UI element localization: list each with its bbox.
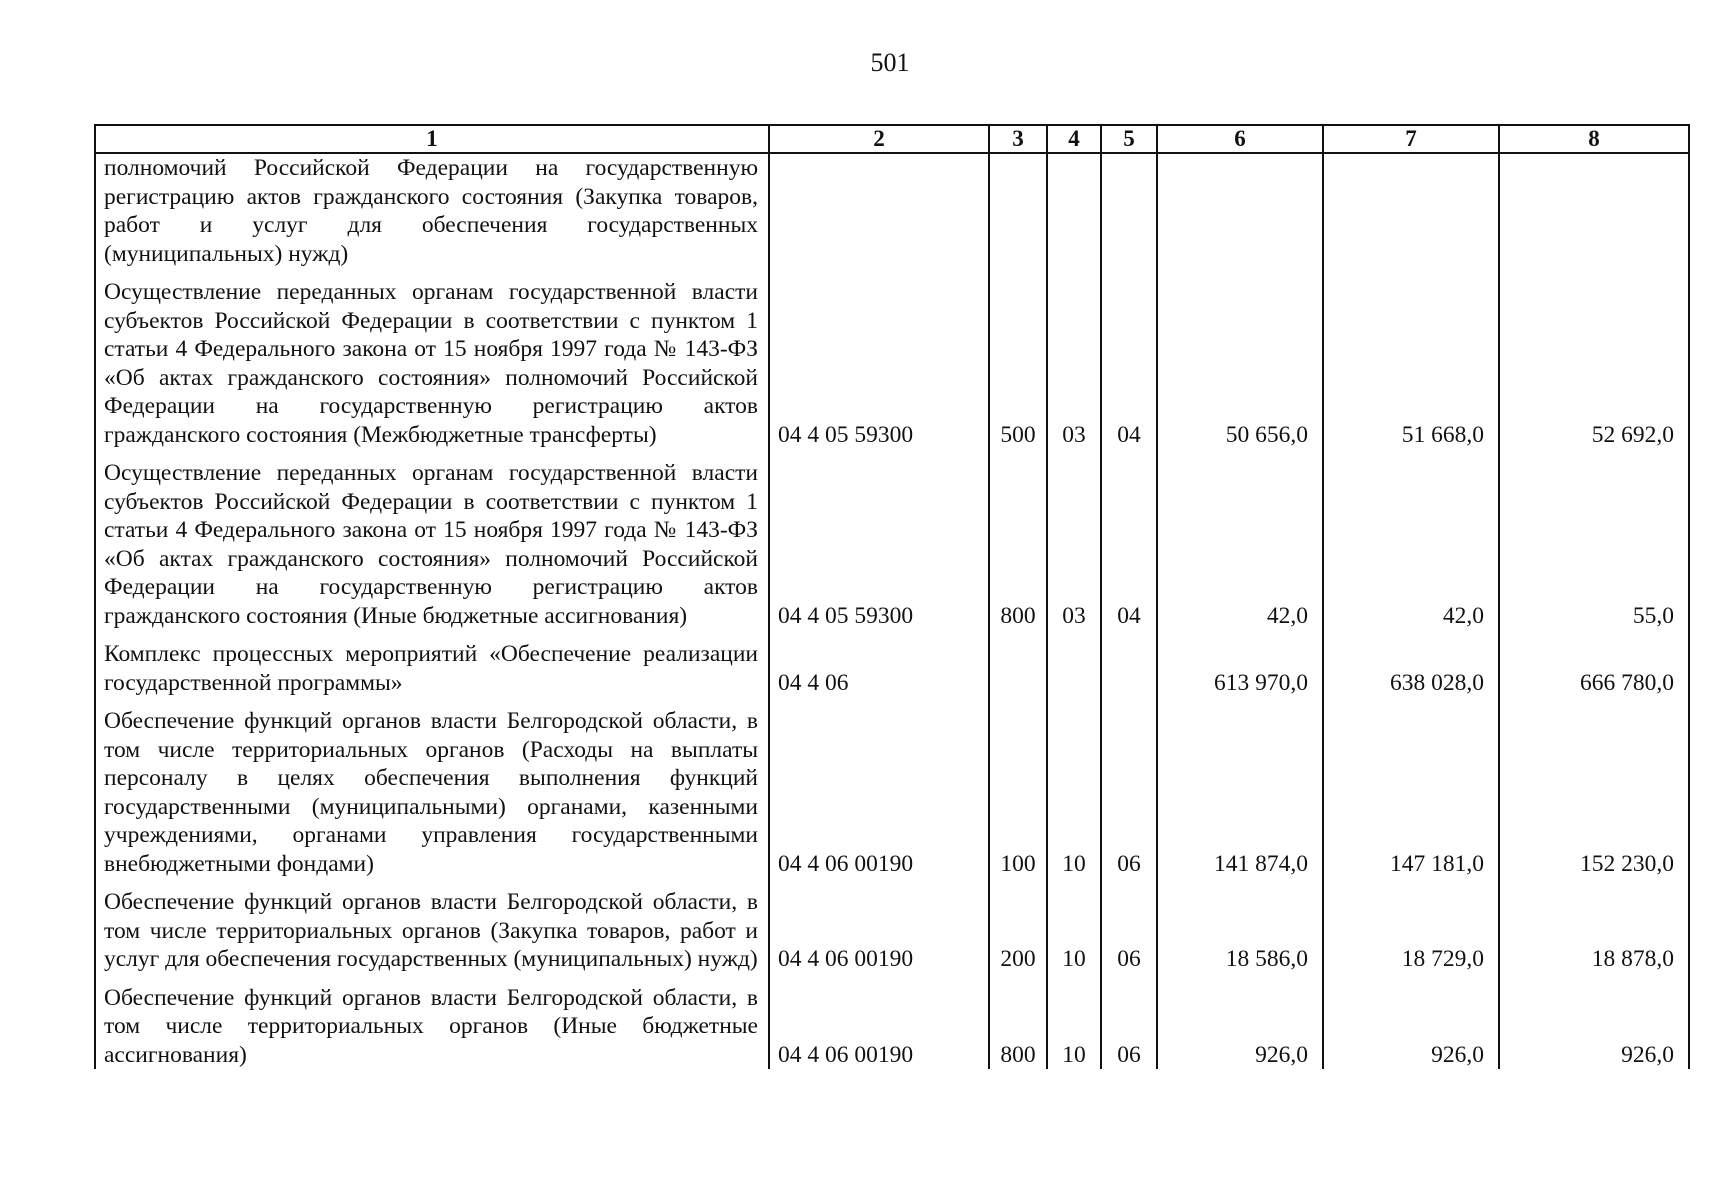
column-header-6: 6: [1157, 125, 1323, 153]
row-year2-amount: 51 668,0: [1323, 268, 1499, 449]
row-vr: 800: [989, 974, 1047, 1070]
row-code: 04 4 06 00190: [769, 974, 989, 1070]
row-year3-amount: 18 878,0: [1499, 878, 1689, 974]
row-year2-amount: 42,0: [1323, 449, 1499, 630]
row-rz: 10: [1047, 974, 1101, 1070]
row-year3-amount: 52 692,0: [1499, 268, 1689, 449]
page-number: 501: [870, 48, 910, 77]
row-description: полномочий Российской Федерации на государственную регистрацию актов гражданского состояния (Закупка товаров, работ и услуг для обеспечения государственных (муниципальных) нужд): [95, 153, 769, 268]
table-row: [95, 878, 1689, 974]
row-year1-amount: 42,0: [1157, 449, 1323, 630]
row-description: Обеспечение функций органов власти Белгородской области, в том числе территориальных органов (Иные бюджетные ассигнования): [95, 974, 769, 1070]
row-code: 04 4 06 00190: [769, 697, 989, 878]
row-code: 04 4 06 00190: [769, 878, 989, 974]
row-description: Обеспечение функций органов власти Белгородской области, в том числе территориальных органов (Закупка товаров, работ и услуг для обеспечения государственных (муниципальных) нужд): [95, 878, 769, 974]
row-pr: 06: [1101, 974, 1157, 1070]
row-year3-amount: 55,0: [1499, 449, 1689, 630]
row-year2-amount: 926,0: [1323, 974, 1499, 1070]
column-header-5: 5: [1101, 125, 1157, 153]
table-row: [95, 974, 1689, 1070]
table-row: [95, 268, 1689, 449]
row-rz: 10: [1047, 697, 1101, 878]
row-year1-amount: 18 586,0: [1157, 878, 1323, 974]
row-rz: [1047, 630, 1101, 697]
column-header-8: 8: [1499, 125, 1689, 153]
row-year2-amount: 18 729,0: [1323, 878, 1499, 974]
row-year1-amount: 141 874,0: [1157, 697, 1323, 878]
row-description: Комплекс процессных мероприятий «Обеспечение реализации государственной программы»: [95, 630, 769, 697]
row-year3-amount: [1499, 153, 1689, 268]
row-vr: 500: [989, 268, 1047, 449]
row-rz: [1047, 153, 1101, 268]
row-year2-amount: 147 181,0: [1323, 697, 1499, 878]
row-year1-amount: 613 970,0: [1157, 630, 1323, 697]
row-year3-amount: 152 230,0: [1499, 697, 1689, 878]
row-code: 04 4 06: [769, 630, 989, 697]
row-vr: 800: [989, 449, 1047, 630]
row-pr: 04: [1101, 449, 1157, 630]
table-row: [95, 153, 1689, 268]
table-row: [95, 697, 1689, 878]
column-header-2: 2: [769, 125, 989, 153]
column-header-4: 4: [1047, 125, 1101, 153]
row-pr: 06: [1101, 878, 1157, 974]
row-vr: [989, 630, 1047, 697]
row-vr: [989, 153, 1047, 268]
row-rz: 03: [1047, 268, 1101, 449]
row-description: Обеспечение функций органов власти Белгородской области, в том числе территориальных органов (Расходы на выплаты персоналу в целях обеспечения выполнения функций государственными (муниципальными) органами, казенными учреждениями, органами управления государственными внебюджетными фондами): [95, 697, 769, 878]
budget-table: [94, 124, 1690, 1069]
column-header-1: 1: [95, 125, 769, 153]
row-code: 04 4 05 59300: [769, 268, 989, 449]
row-rz: 10: [1047, 878, 1101, 974]
row-pr: 04: [1101, 268, 1157, 449]
row-rz: 03: [1047, 449, 1101, 630]
row-year1-amount: [1157, 153, 1323, 268]
row-pr: [1101, 153, 1157, 268]
row-code: 04 4 05 59300: [769, 449, 989, 630]
row-year1-amount: 926,0: [1157, 974, 1323, 1070]
row-vr: 200: [989, 878, 1047, 974]
table-row: [95, 630, 1689, 697]
row-description: Осуществление переданных органам государственной власти субъектов Российской Федерации в соответствии с пунктом 1 статьи 4 Федерального закона от 15 ноября 1997 года № 143-ФЗ «Об актах гражданского состояния» полномочий Российской Федерации на государственную регистрацию актов гражданского состояния (Межбюджетные трансферты): [95, 268, 769, 449]
row-year2-amount: [1323, 153, 1499, 268]
table-row: [95, 449, 1689, 630]
row-year3-amount: 926,0: [1499, 974, 1689, 1070]
row-vr: 100: [989, 697, 1047, 878]
row-year1-amount: 50 656,0: [1157, 268, 1323, 449]
header-row: [95, 125, 1689, 153]
row-year3-amount: 666 780,0: [1499, 630, 1689, 697]
column-header-7: 7: [1323, 125, 1499, 153]
row-description: Осуществление переданных органам государственной власти субъектов Российской Федерации в соответствии с пунктом 1 статьи 4 Федерального закона от 15 ноября 1997 года № 143-ФЗ «Об актах гражданского состояния» полномочий Российской Федерации на государственную регистрацию актов гражданского состояния (Иные бюджетные ассигнования): [95, 449, 769, 630]
row-pr: 06: [1101, 697, 1157, 878]
row-pr: [1101, 630, 1157, 697]
column-header-3: 3: [989, 125, 1047, 153]
row-year2-amount: 638 028,0: [1323, 630, 1499, 697]
row-code: [769, 153, 989, 268]
